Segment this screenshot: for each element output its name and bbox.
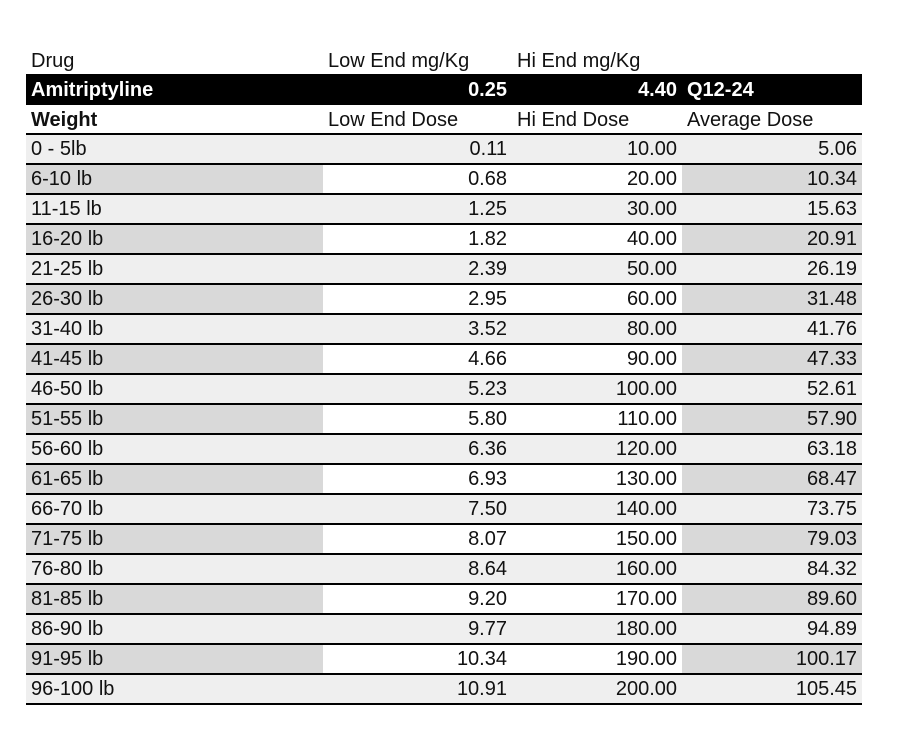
hi-dose-cell: 100.00: [512, 375, 682, 403]
low-dose-cell: 10.34: [323, 645, 512, 673]
low-dose-cell: 1.82: [323, 225, 512, 253]
weight-column-header: Weight: [31, 109, 98, 131]
weight-cell: 21-25 lb: [26, 255, 323, 283]
dosage-table: [26, 44, 862, 705]
avg-dose-cell: 20.91: [682, 225, 862, 253]
hi-dose-cell: 10.00: [512, 135, 682, 163]
weight-cell: 6-10 lb: [26, 165, 323, 193]
avg-dose-cell: 73.75: [682, 495, 862, 523]
table-row: [26, 585, 862, 615]
avg-dose-cell: 5.06: [682, 135, 862, 163]
table-row: [26, 225, 862, 255]
avg-dose-cell: 68.47: [682, 465, 862, 493]
drug-hi-mgkg: 4.40: [638, 78, 677, 101]
drug-label: Drug: [31, 50, 75, 72]
hi-dose-cell: 180.00: [512, 615, 682, 643]
avg-dose-cell: 47.33: [682, 345, 862, 373]
hi-dose-cell: 90.00: [512, 345, 682, 373]
low-dose-cell: 2.39: [323, 255, 512, 283]
low-dose-cell: 4.66: [323, 345, 512, 373]
drug-name: Amitriptyline: [31, 78, 154, 101]
table-row: [26, 165, 862, 195]
table-row: [26, 645, 862, 675]
hi-dose-cell: 190.00: [512, 645, 682, 673]
low-dose-cell: 7.50: [323, 495, 512, 523]
hi-dose-cell: 120.00: [512, 435, 682, 463]
avg-dose-cell: 31.48: [682, 285, 862, 313]
avg-dose-cell: 26.19: [682, 255, 862, 283]
low-dose-cell: 5.80: [323, 405, 512, 433]
table-row: [26, 255, 862, 285]
weight-cell: 56-60 lb: [26, 435, 323, 463]
drug-low-mgkg: 0.25: [468, 78, 507, 101]
low-dose-cell: 8.07: [323, 525, 512, 553]
avg-dose-cell: 89.60: [682, 585, 862, 613]
low-dose-cell: 0.11: [323, 135, 512, 163]
hi-dose-cell: 30.00: [512, 195, 682, 223]
low-dose-cell: 0.68: [323, 165, 512, 193]
hi-dose-cell: 160.00: [512, 555, 682, 583]
weight-cell: 26-30 lb: [26, 285, 323, 313]
weight-cell: 76-80 lb: [26, 555, 323, 583]
hi-dose-cell: 150.00: [512, 525, 682, 553]
hi-end-mgkg-label: Hi End mg/Kg: [517, 50, 641, 72]
weight-cell: 31-40 lb: [26, 315, 323, 343]
low-dose-cell: 10.91: [323, 675, 512, 703]
weight-cell: 51-55 lb: [26, 405, 323, 433]
low-dose-cell: 5.23: [323, 375, 512, 403]
drug-row: [26, 74, 862, 105]
table-row: [26, 405, 862, 435]
weight-cell: 81-85 lb: [26, 585, 323, 613]
weight-cell: 86-90 lb: [26, 615, 323, 643]
weight-cell: 0 - 5lb: [26, 135, 323, 163]
avg-dose-cell: 41.76: [682, 315, 862, 343]
hi-dose-cell: 140.00: [512, 495, 682, 523]
weight-cell: 11-15 lb: [26, 195, 323, 223]
hi-dose-cell: 130.00: [512, 465, 682, 493]
hi-dose-cell: 20.00: [512, 165, 682, 193]
avg-dose-cell: 94.89: [682, 615, 862, 643]
weight-cell: 16-20 lb: [26, 225, 323, 253]
table-row: [26, 315, 862, 345]
hi-dose-cell: 80.00: [512, 315, 682, 343]
drug-header-row: [26, 44, 862, 74]
hi-dose-cell: 170.00: [512, 585, 682, 613]
avg-dose-column-header: Average Dose: [687, 109, 814, 131]
column-header-row: [26, 105, 862, 135]
avg-dose-cell: 52.61: [682, 375, 862, 403]
weight-cell: 66-70 lb: [26, 495, 323, 523]
table-row: [26, 345, 862, 375]
table-row: [26, 525, 862, 555]
low-dose-column-header: Low End Dose: [328, 109, 459, 131]
avg-dose-cell: 79.03: [682, 525, 862, 553]
avg-dose-cell: 63.18: [682, 435, 862, 463]
low-dose-cell: 6.93: [323, 465, 512, 493]
avg-dose-cell: 105.45: [682, 675, 862, 703]
weight-cell: 91-95 lb: [26, 645, 323, 673]
avg-dose-cell: 15.63: [682, 195, 862, 223]
table-row: [26, 375, 862, 405]
low-dose-cell: 6.36: [323, 435, 512, 463]
weight-cell: 41-45 lb: [26, 345, 323, 373]
low-dose-cell: 8.64: [323, 555, 512, 583]
hi-dose-cell: 50.00: [512, 255, 682, 283]
weight-cell: 71-75 lb: [26, 525, 323, 553]
table-row: [26, 135, 862, 165]
empty-header-cell: [682, 44, 862, 74]
table-row: [26, 195, 862, 225]
hi-dose-cell: 60.00: [512, 285, 682, 313]
low-dose-cell: 9.20: [323, 585, 512, 613]
low-dose-cell: 2.95: [323, 285, 512, 313]
avg-dose-cell: 10.34: [682, 165, 862, 193]
weight-cell: 96-100 lb: [26, 675, 323, 703]
avg-dose-cell: 100.17: [682, 645, 862, 673]
table-row: [26, 285, 862, 315]
hi-dose-cell: 110.00: [512, 405, 682, 433]
table-row: [26, 435, 862, 465]
low-dose-cell: 9.77: [323, 615, 512, 643]
hi-dose-cell: 40.00: [512, 225, 682, 253]
table-row: [26, 465, 862, 495]
weight-cell: 61-65 lb: [26, 465, 323, 493]
avg-dose-cell: 84.32: [682, 555, 862, 583]
table-body: [26, 135, 862, 705]
weight-cell: 46-50 lb: [26, 375, 323, 403]
table-row: [26, 615, 862, 645]
table-row: [26, 495, 862, 525]
table-row: [26, 675, 862, 705]
table-row: [26, 555, 862, 585]
low-dose-cell: 1.25: [323, 195, 512, 223]
low-end-mgkg-label: Low End mg/Kg: [328, 50, 470, 72]
avg-dose-cell: 57.90: [682, 405, 862, 433]
drug-frequency: Q12-24: [687, 78, 754, 101]
hi-dose-cell: 200.00: [512, 675, 682, 703]
low-dose-cell: 3.52: [323, 315, 512, 343]
hi-dose-column-header: Hi End Dose: [517, 109, 630, 131]
